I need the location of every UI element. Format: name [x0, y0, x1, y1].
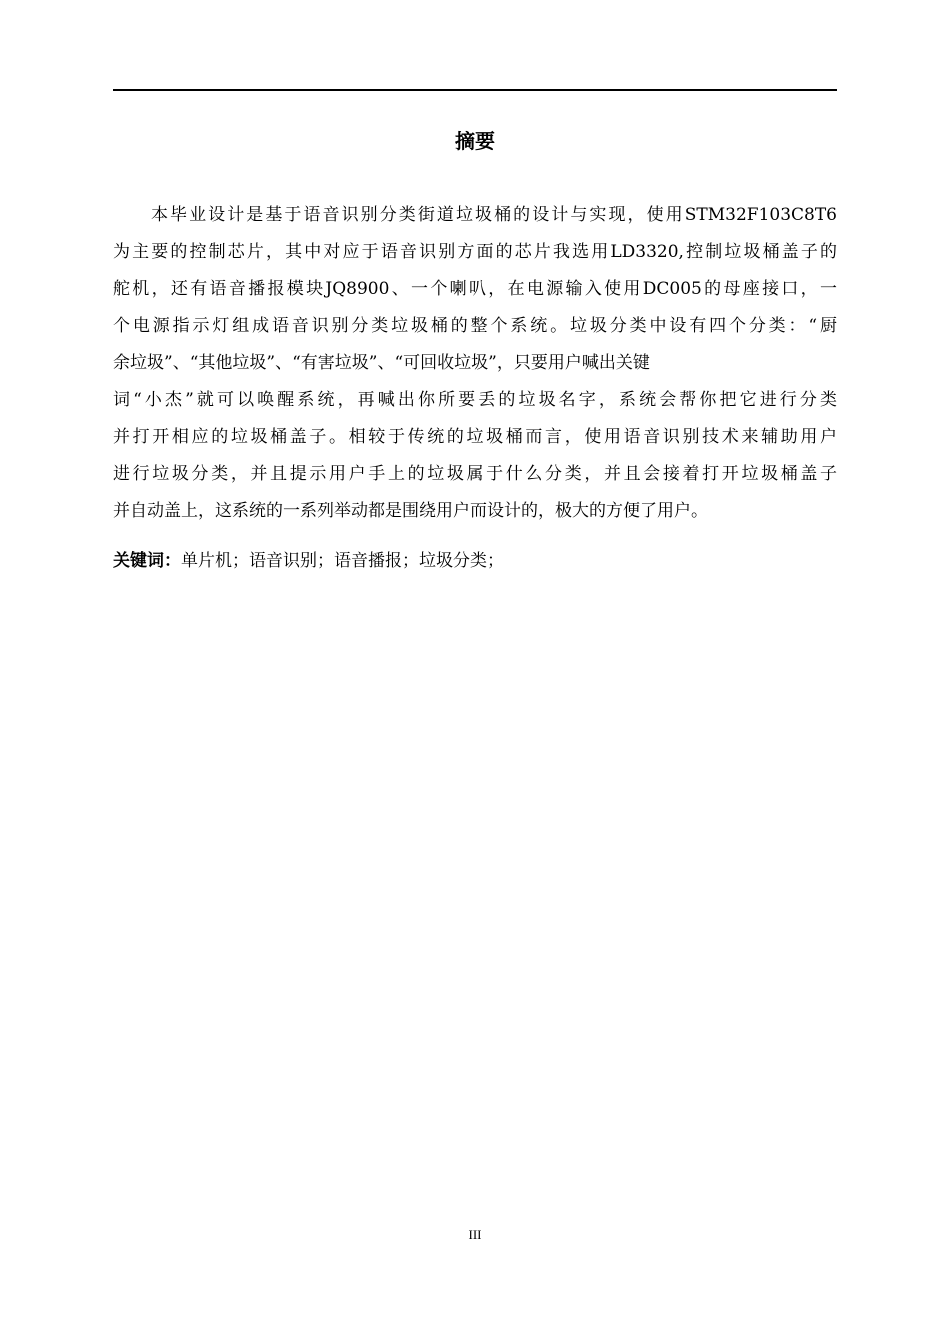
keywords-label: 关键词：	[113, 551, 181, 571]
abstract-line: 进行垃圾分类，并且提示用户手上的垃圾属于什么分类，并且会接着打开垃圾桶盖子	[113, 464, 837, 484]
page-title: 摘要	[455, 129, 495, 153]
abstract-line: 并打开相应的垃圾桶盖子。相较于传统的垃圾桶而言，使用语音识别技术来辅助用户	[113, 427, 837, 447]
abstract-line: 个电源指示灯组成语音识别分类垃圾桶的整个系统。垃圾分类中设有四个分类：“厨	[113, 316, 837, 336]
abstract-paragraph	[113, 197, 837, 530]
keywords-list: 单片机；语音识别；语音播报；垃圾分类；	[181, 551, 504, 571]
abstract-line: 为主要的控制芯片，其中对应于语音识别方面的芯片我选用LD3320,控制垃圾桶盖子的	[113, 242, 837, 262]
abstract-line: 本毕业设计是基于语音识别分类街道垃圾桶的设计与实现，使用STM32F103C8T6	[151, 205, 837, 225]
abstract-line: 余垃圾”、“其他垃圾”、“有害垃圾”、“可回收垃圾”，只要用户喊出关键	[113, 353, 650, 373]
page-number: III	[468, 1227, 482, 1242]
abstract-line: 舵机，还有语音播报模块JQ8900、一个喇叭，在电源输入使用DC005的母座接口，一	[113, 279, 837, 299]
keywords-line	[113, 544, 837, 578]
abstract-line: 并自动盖上，这系统的一系列举动都是围绕用户而设计的，极大的方便了用户。	[113, 501, 708, 521]
header-rule	[113, 89, 837, 91]
abstract-line: 词“小杰”就可以唤醒系统，再喊出你所要丢的垃圾名字，系统会帮你把它进行分类	[113, 390, 837, 410]
